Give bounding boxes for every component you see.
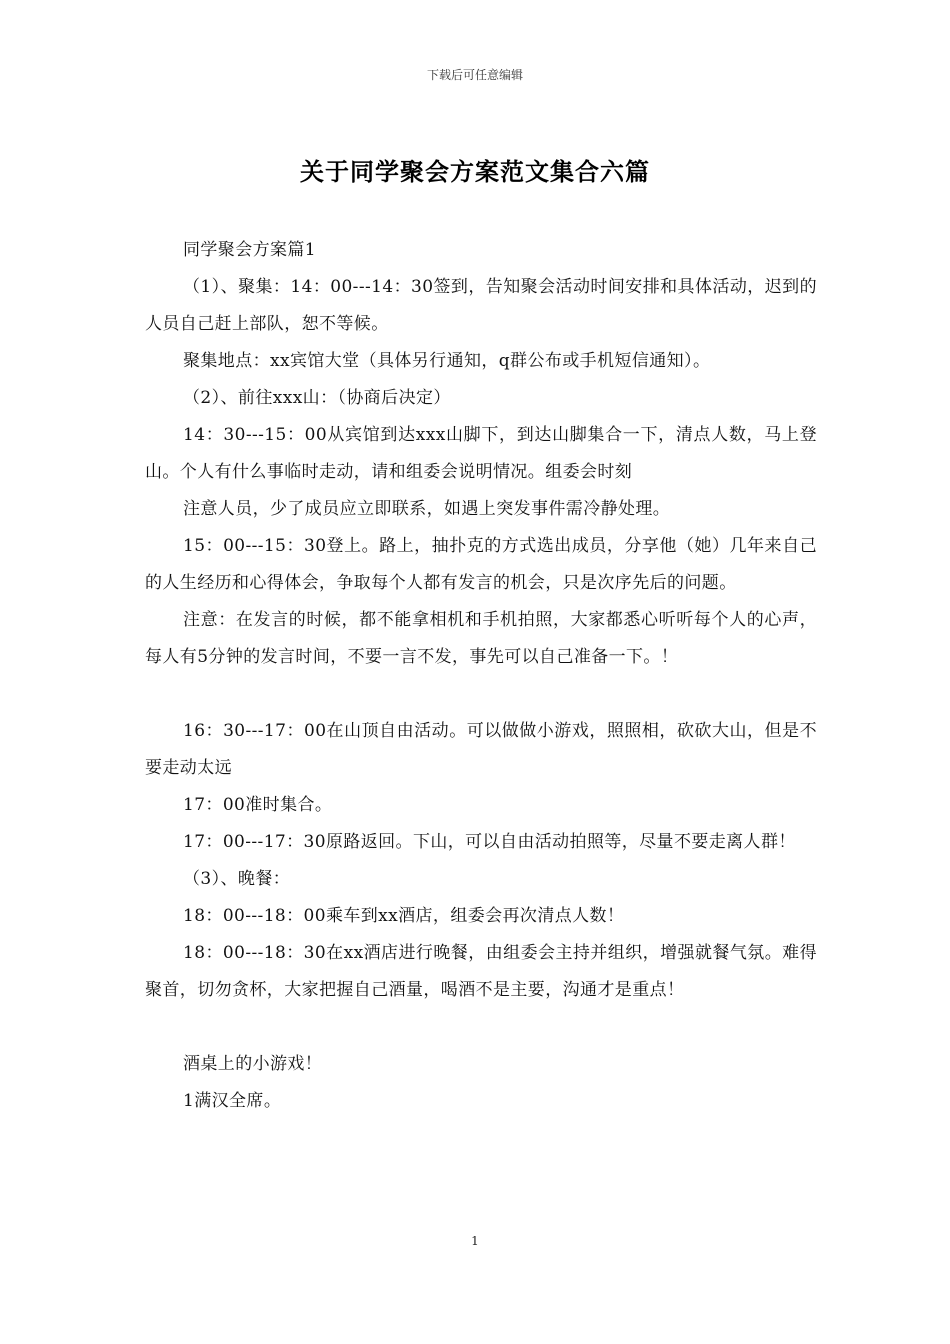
paragraph: （2）、前往xxx山：（协商后决定） — [183, 388, 451, 408]
document-body — [145, 232, 817, 1120]
header-note: 下载后可任意编辑 — [426, 68, 523, 82]
paragraph: 15：00---15：30登上。路上，抽扑克的方式选出成员，分享他（她）几年来自己的人生经历和心得体会，争取每个人都有发言的机会，只是次序先后的问题。 — [145, 536, 817, 593]
paragraph: 聚集地点：xx宾馆大堂（具体另行通知，q群公布或手机短信通知）。 — [183, 351, 711, 371]
section-heading: 同学聚会方案篇1 — [183, 240, 317, 260]
blank-line — [145, 1009, 817, 1046]
page-number: 1 — [471, 1234, 479, 1248]
document-title: 关于同学聚会方案范文集合六篇 — [300, 157, 650, 186]
paragraph: （1）、聚集：14：00---14：30签到，告知聚会活动时间安排和具体活动，迟到的人员自己赶上部队，恕不等候。 — [145, 277, 817, 334]
paragraph: 注意人员，少了成员应立即联系，如遇上突发事件需冷静处理。 — [183, 499, 671, 519]
paragraph: 17：00准时集合。 — [183, 795, 333, 815]
blank-line — [145, 676, 817, 713]
paragraph: 1满汉全席。 — [183, 1091, 282, 1111]
paragraph: 18：00---18：00乘车到xx酒店，组委会再次清点人数！ — [183, 906, 625, 926]
paragraph: 16：30---17：00在山顶自由活动。可以做做小游戏，照照相，砍砍大山，但是不要走动太远 — [145, 721, 817, 778]
paragraph: 酒桌上的小游戏！ — [183, 1054, 323, 1074]
paragraph: 14：30---15：00从宾馆到达xxx山脚下，到达山脚集合一下，清点人数，马上登山。个人有什么事临时走动，请和组委会说明情况。组委会时刻 — [145, 425, 817, 482]
paragraph: 17：00---17：30原路返回。下山，可以自由活动拍照等，尽量不要走离人群！ — [183, 832, 796, 852]
paragraph: 18：00---18：30在xx酒店进行晚餐，由组委会主持并组织，增强就餐气氛。难得聚首，切勿贪杯，大家把握自己酒量，喝酒不是主要，沟通才是重点！ — [145, 943, 817, 1000]
paragraph: （3）、晚餐： — [183, 869, 291, 889]
paragraph: 注意：在发言的时候，都不能拿相机和手机拍照，大家都悉心听听每个人的心声，每人有5分钟的发言时间，不要一言不发，事先可以自己准备一下。！ — [145, 610, 817, 667]
